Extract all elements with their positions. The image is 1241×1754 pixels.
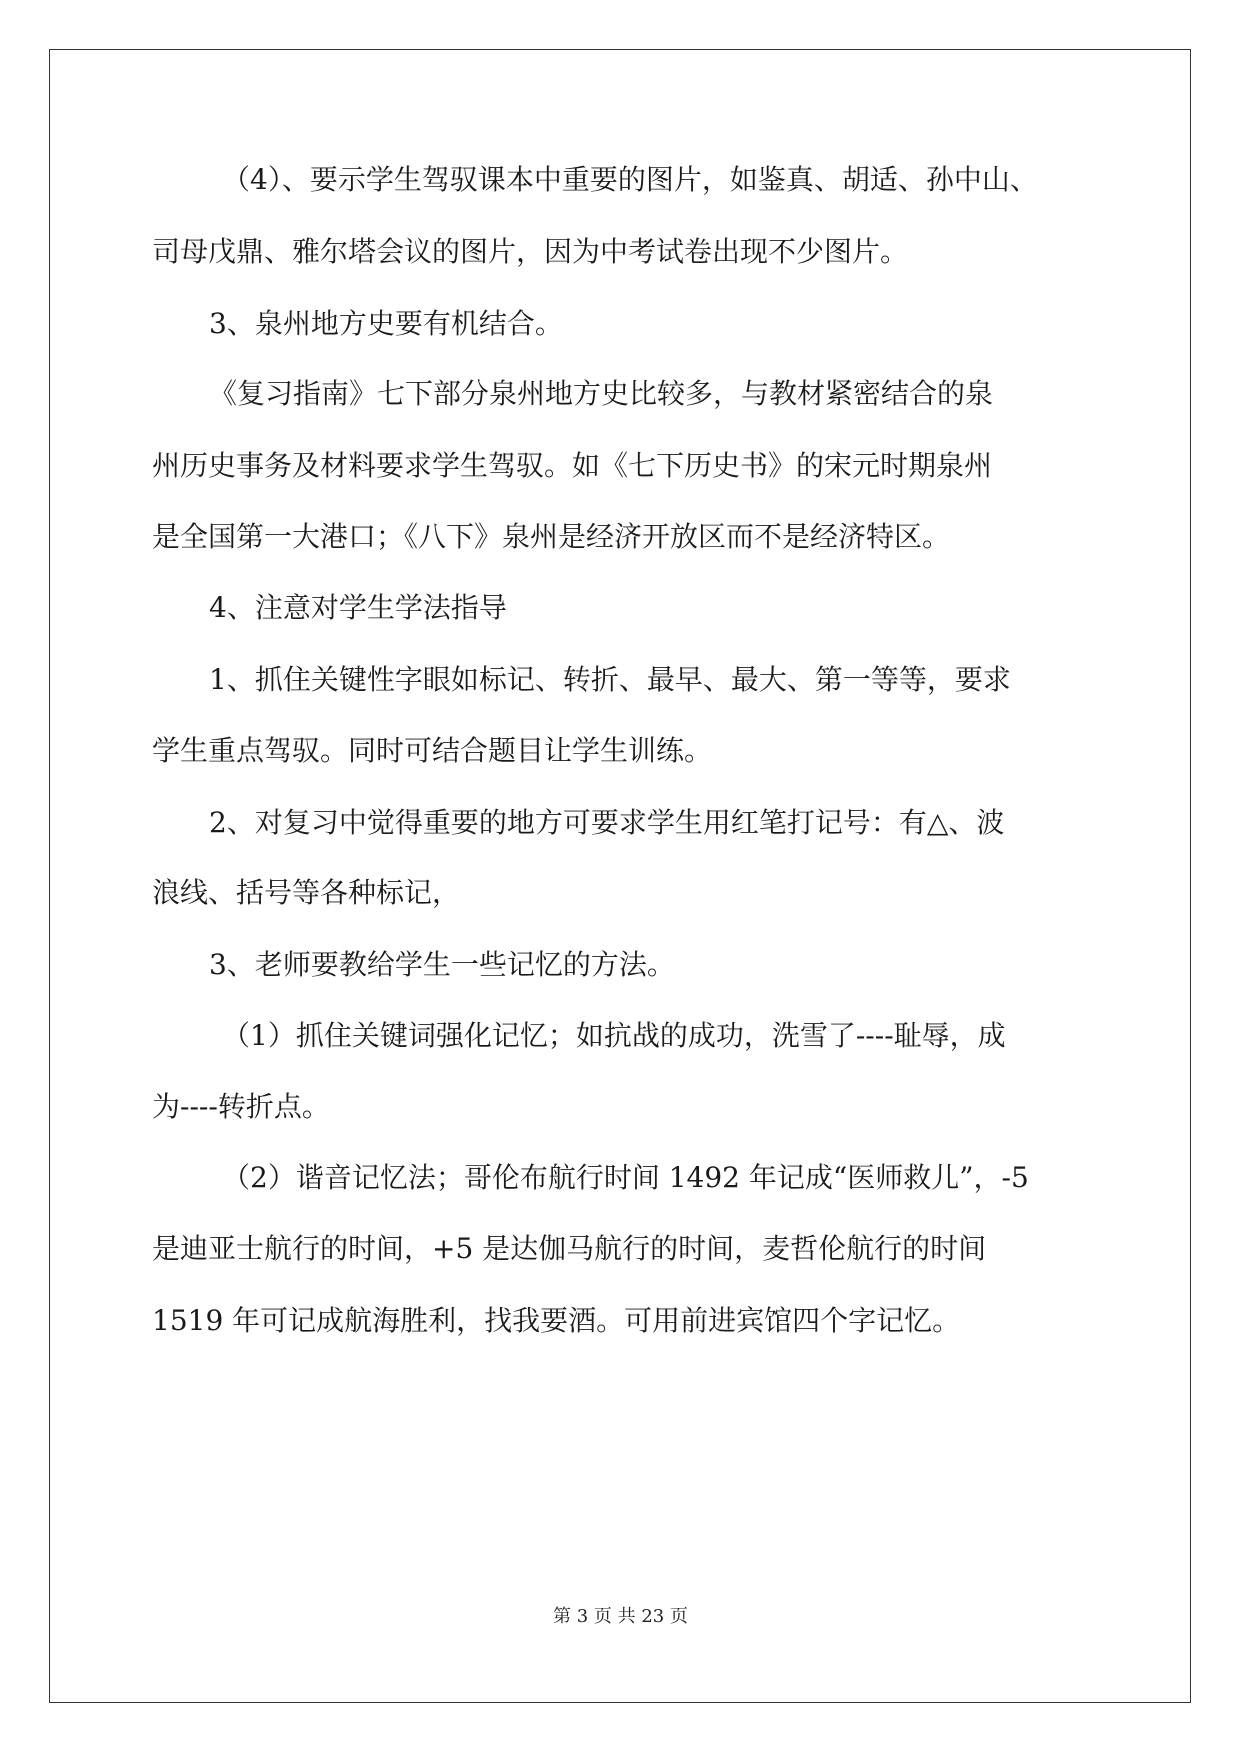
paragraph-line: 2、对复习中觉得重要的地方可要求学生用红笔打记号：有△、波 [209, 806, 1005, 839]
paragraph-line: 学生重点驾驭。同时可结合题目让学生训练。 [152, 734, 713, 767]
paragraph-line: （1）抓住关键词强化记忆；如抗战的成功，洗雪了----耻辱，成 [222, 1019, 1006, 1052]
page-footer: 第 3 页 共 23 页 [553, 1606, 688, 1627]
paragraph-line: （4）、要示学生驾驭课本中重要的图片，如鉴真、胡适、孙中山、 [222, 163, 1038, 196]
paragraph-line: 是全国第一大港口；《八下》泉州是经济开放区而不是经济特区。 [152, 520, 951, 553]
paragraph-line: 州历史事务及材料要求学生驾驭。如《七下历史书》的宋元时期泉州 [152, 449, 993, 482]
paragraph-line: 3、泉州地方史要有机结合。 [209, 307, 563, 340]
paragraph-line: 3、老师要教给学生一些记忆的方法。 [209, 948, 675, 981]
paragraph-line: 4、注意对学生学法指导 [209, 591, 507, 624]
paragraph-line: 是迪亚士航行的时间，+5 是达伽马航行的时间，麦哲伦航行的时间 [152, 1232, 987, 1265]
paragraph-line: 为----转折点。 [152, 1090, 330, 1123]
paragraph-line: 《复习指南》七下部分泉州地方史比较多，与教材紧密结合的泉 [209, 377, 994, 410]
paragraph-line: （2）谐音记忆法；哥伦布航行时间 1492 年记成“医师救儿”，-5 [222, 1161, 1029, 1194]
paragraph-line: 司母戊鼎、雅尔塔会议的图片，因为中考试卷出现不少图片。 [152, 235, 909, 268]
paragraph-line: 浪线、括号等各种标记， [152, 876, 461, 909]
paragraph-line: 1、抓住关键性字眼如标记、转折、最早、最大、第一等等，要求 [209, 663, 1011, 696]
paragraph-line: 1519 年可记成航海胜利，找我要酒。可用前进宾馆四个字记忆。 [152, 1304, 961, 1337]
